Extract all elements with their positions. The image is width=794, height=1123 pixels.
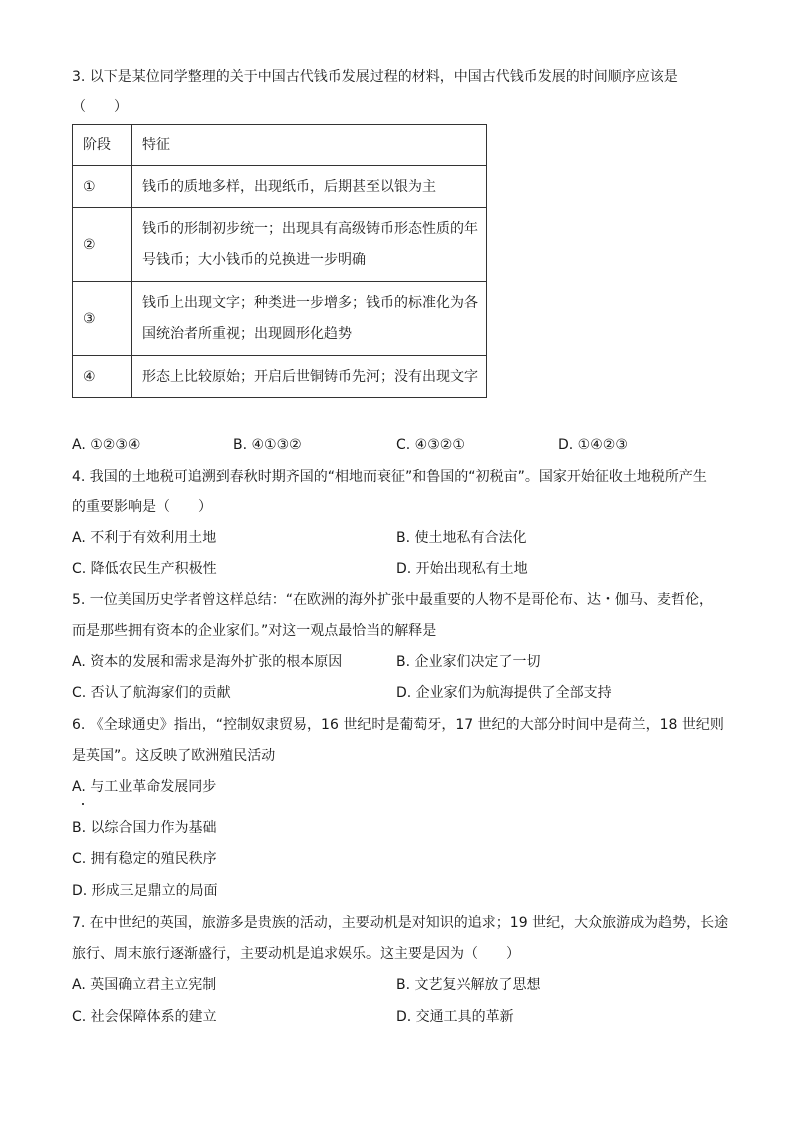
feature-cell	[132, 356, 487, 398]
q5-option-b[interactable]: B. 企业家们决定了一切	[396, 654, 541, 670]
q7-option-a[interactable]: A. 英国确立君主立宪制	[72, 977, 217, 993]
q6-stem-line-2: 是英国”。这反映了欧洲殖民活动	[72, 748, 276, 764]
q5-option-a[interactable]: A. 资本的发展和需求是海外扩张的根本原因	[72, 654, 343, 670]
q7-option-b[interactable]: B. 文艺复兴解放了思想	[396, 977, 541, 993]
q6-option-d[interactable]: D. 形成三足鼎立的局面	[72, 883, 218, 899]
stray-dot	[82, 803, 84, 805]
table-row	[73, 356, 487, 398]
feature-line: 形态上比较原始；开启后世铜铸币先河；没有出现文字	[142, 368, 478, 385]
feature-cell	[132, 208, 487, 282]
feature-line: 国统治者所重视；出现圆形化趋势	[142, 325, 352, 342]
table-row	[73, 208, 487, 282]
q5-option-d[interactable]: D. 企业家们为航海提供了全部支持	[396, 685, 612, 701]
q3-option-a[interactable]: A. ①②③④	[72, 437, 141, 453]
stage-cell: ①	[73, 166, 132, 208]
q4-stem-line-1: 4. 我国的土地税可追溯到春秋时期齐国的“相地而衰征”和鲁国的“初税亩”。国家开始征收土地税所产生	[72, 469, 707, 485]
q4-option-d[interactable]: D. 开始出现私有土地	[396, 561, 528, 577]
q5-stem-line-2: 而是那些拥有资本的企业家们。”对这一观点最恰当的解释是	[72, 623, 437, 639]
q4-option-b[interactable]: B. 使土地私有合法化	[396, 530, 527, 546]
q7-option-d[interactable]: D. 交通工具的革新	[396, 1009, 514, 1025]
q6-stem-line-1: 6. 《全球通史》指出，“控制奴隶贸易，16 世纪时是葡萄牙，17 世纪的大部分时间中是荷兰，18 世纪则	[72, 717, 724, 733]
q7-stem-line-1: 7. 在中世纪的英国，旅游多是贵族的活动，主要动机是对知识的追求；19 世纪，大众旅游成为趋势，长途	[72, 915, 729, 931]
q5-option-c[interactable]: C. 否认了航海家们的贡献	[72, 685, 231, 701]
table-row	[73, 282, 487, 356]
table-header-feature: 特征	[132, 125, 487, 166]
q6-option-c[interactable]: C. 拥有稳定的殖民秩序	[72, 851, 217, 867]
q7-option-c[interactable]: C. 社会保障体系的建立	[72, 1009, 217, 1025]
q3-option-d[interactable]: D. ①④②③	[558, 437, 628, 453]
q4-option-a[interactable]: A. 不利于有效利用土地	[72, 530, 217, 546]
q3-stem-line-2: （ ）	[72, 99, 128, 115]
feature-cell	[132, 166, 487, 208]
feature-line: 钱币上出现文字；种类进一步增多；钱币的标准化为各	[142, 294, 478, 311]
q3-stem-line-1: 3. 以下是某位同学整理的关于中国古代钱币发展过程的材料，中国古代钱币发展的时间顺序应该是	[72, 69, 678, 85]
q3-option-b[interactable]: B. ④①③②	[233, 437, 302, 453]
q6-option-b[interactable]: B. 以综合国力作为基础	[72, 820, 217, 836]
feature-line: 钱币的形制初步统一；出现具有高级铸币形态性质的年	[142, 220, 478, 237]
stage-cell: ③	[73, 282, 132, 356]
q6-option-a[interactable]: A. 与工业革命发展同步	[72, 779, 217, 795]
q7-stem-line-2: 旅行、周末旅行逐渐盛行，主要动机是追求娱乐。这主要是因为（ ）	[72, 946, 520, 962]
q4-option-c[interactable]: C. 降低农民生产积极性	[72, 561, 217, 577]
q3-option-c[interactable]: C. ④③②①	[396, 437, 465, 453]
table-row	[73, 166, 487, 208]
q3-table	[72, 124, 487, 398]
feature-line: 号钱币；大小钱币的兑换进一步明确	[142, 251, 366, 268]
feature-line: 钱币的质地多样，出现纸币，后期甚至以银为主	[142, 178, 436, 195]
q5-stem-line-1: 5. 一位美国历史学者曾这样总结：“在欧洲的海外扩张中最重要的人物不是哥伦布、达・伽马、麦哲伦，	[72, 592, 714, 608]
stage-cell: ④	[73, 356, 132, 398]
feature-cell	[132, 282, 487, 356]
q4-stem-line-2: 的重要影响是（ ）	[72, 499, 212, 515]
stage-cell: ②	[73, 208, 132, 282]
table-header-stage: 阶段	[73, 125, 132, 166]
